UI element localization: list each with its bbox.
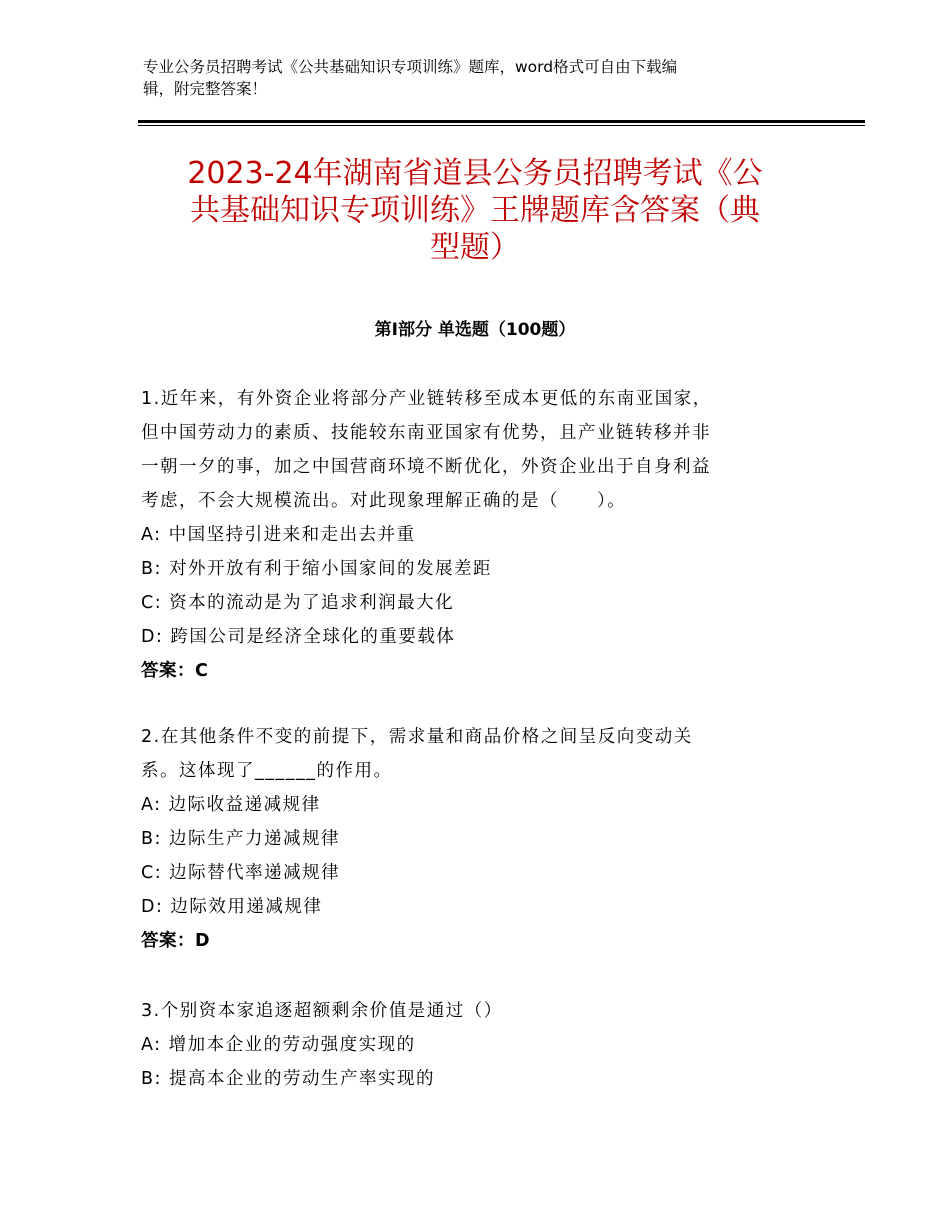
title-line-3: 型题）	[430, 230, 520, 265]
option-a: A: 边际收益递减规律	[141, 795, 321, 815]
question-3	[141, 994, 821, 1096]
answer: 答案：D	[141, 931, 211, 951]
question-stem-line: 一朝一夕的事，加之中国营商环境不断优化，外资企业出于自身利益	[141, 457, 711, 477]
question-stem-line: 系。这体现了______的作用。	[141, 761, 393, 781]
title-line-2: 共基础知识专项训练》王牌题库含答案（典	[190, 193, 760, 228]
option-c: C: 边际替代率递减规律	[141, 863, 341, 883]
question-1	[141, 382, 821, 688]
option-d: D: 跨国公司是经济全球化的重要载体	[141, 627, 456, 647]
question-stem-line: 2.在其他条件不变的前提下，需求量和商品价格之间呈反向变动关	[141, 727, 693, 747]
header-note-line-1: 专业公务员招聘考试《公共基础知识专项训练》题库，word格式可自由下载编	[143, 58, 678, 76]
document-title	[130, 155, 820, 266]
option-c: C: 资本的流动是为了追求利润最大化	[141, 593, 455, 613]
question-stem-line: 考虑，不会大规模流出。对此现象理解正确的是（ ）。	[141, 491, 627, 511]
title-line-1: 2023-24年湖南省道县公务员招聘考试《公	[187, 156, 763, 191]
option-a: A: 中国坚持引进来和走出去并重	[141, 525, 416, 545]
question-stem-line: 3.个别资本家追逐超额剩余价值是通过（）	[141, 1001, 503, 1021]
header-rule-thin	[138, 125, 865, 126]
question-stem-line: 但中国劳动力的素质、技能较东南亚国家有优势，且产业链转移并非	[141, 423, 711, 443]
answer: 答案：C	[141, 661, 209, 681]
question-2	[141, 720, 821, 958]
option-a: A: 增加本企业的劳动强度实现的	[141, 1035, 416, 1055]
option-b: B: 对外开放有利于缩小国家间的发展差距	[141, 559, 492, 579]
question-stem-line: 1.近年来，有外资企业将部分产业链转移至成本更低的东南亚国家，	[141, 389, 712, 409]
option-b: B: 提高本企业的劳动生产率实现的	[141, 1069, 435, 1089]
option-b: B: 边际生产力递减规律	[141, 829, 340, 849]
header-rule-thick	[138, 120, 865, 123]
option-d: D: 边际效用递减规律	[141, 897, 323, 917]
section-title: 第Ⅰ部分 单选题（100题）	[374, 320, 576, 340]
header-note	[143, 56, 793, 100]
header-note-line-2: 辑，附完整答案！	[143, 80, 268, 98]
